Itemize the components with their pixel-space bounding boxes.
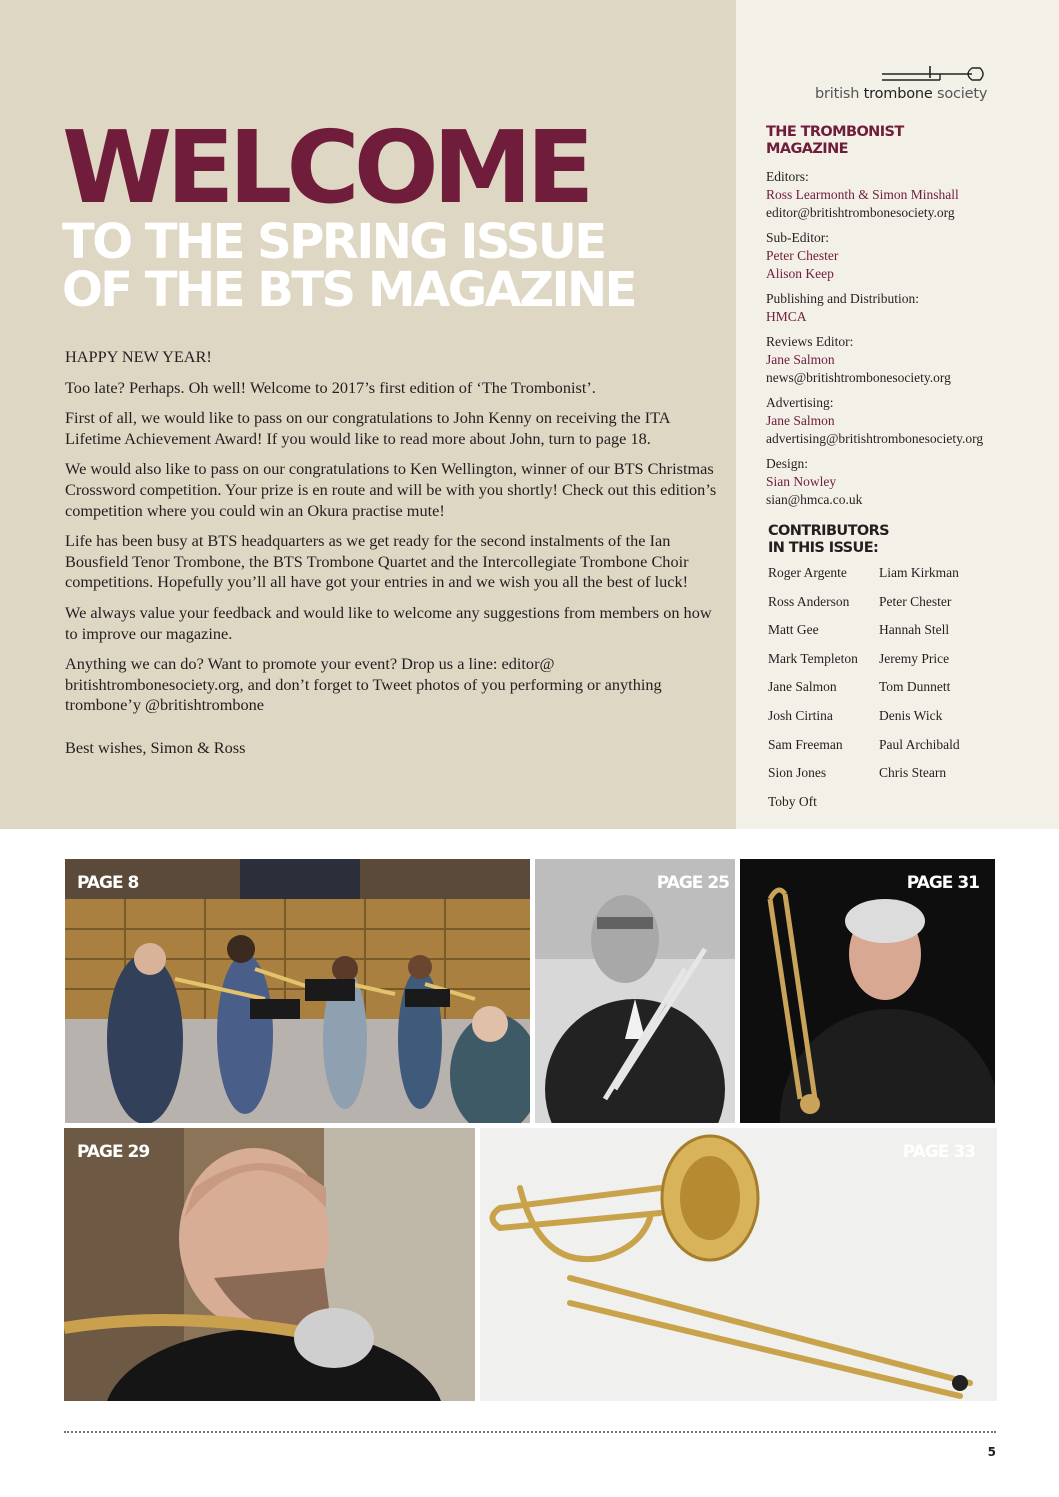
design-email[interactable]: sian@hmca.co.uk (766, 492, 863, 507)
masthead (766, 124, 1046, 516)
headline (62, 109, 732, 318)
page-label: PAGE 8 (77, 873, 139, 893)
bw-portrait-image (535, 859, 735, 1123)
contributors-list (768, 565, 1008, 822)
list-item: Sion Jones (768, 765, 827, 781)
headline-line2: TO THE SPRING ISSUE (62, 214, 605, 270)
list-item: Toby Oft (768, 793, 817, 809)
page-label: PAGE 31 (906, 873, 979, 893)
reviews-email[interactable]: news@britishtrombonesociety.org (766, 370, 951, 385)
page-number: 5 (987, 1445, 996, 1459)
trombone-logo-icon (880, 64, 1000, 88)
masthead-heading: THE TROMBONIST MAGAZINE (766, 124, 904, 157)
signoff: Best wishes, Simon & Ross (65, 737, 246, 757)
design-block: Design: Sian Nowley sian@hmca.co.uk (766, 455, 1046, 509)
advertising-block: Advertising: Jane Salmon advertising@britishtrombonesociety.org (766, 394, 1046, 448)
headline-line3: OF THE BTS MAGAZINE (62, 262, 635, 318)
photo-profile-player[interactable] (64, 1128, 475, 1401)
photo-portrait-dark[interactable] (740, 859, 995, 1123)
editors-block: Editors: Ross Learmonth & Simon Minshall editor@britishtrombonesociety.org (766, 168, 1046, 222)
headline-welcome: WELCOME (62, 109, 589, 226)
list-item: Josh Cirtina (768, 707, 833, 723)
editors-email[interactable]: editor@britishtrombonesociety.org (766, 205, 955, 220)
paragraph: First of all, we would like to pass on our congratulations to John Kenny on receiving the ITA Lifetime Achievement Award! If you would like to read more about John, turn to page 18. (65, 408, 670, 448)
reviews-block: Reviews Editor: Jane Salmon news@britishtrombonesociety.org (766, 333, 1046, 387)
footer-divider (64, 1431, 996, 1433)
page-label: PAGE 25 (656, 873, 729, 893)
page-label: PAGE 29 (77, 1142, 150, 1162)
contributors-heading: CONTRIBUTORS IN THIS ISSUE: (768, 523, 890, 556)
photo-portrait-bw[interactable] (535, 859, 735, 1123)
subeditor-block: Sub-Editor: Peter Chester Alison Keep (766, 230, 839, 281)
list-item: Peter Chester (879, 593, 952, 609)
list-item: Paul Archibald (879, 736, 960, 752)
paragraph: Too late? Perhaps. Oh well! Welcome to 2017’s first edition of ‘The Trombonist’. (65, 377, 596, 397)
welcome-letter (65, 347, 717, 769)
list-item: Ross Anderson (768, 593, 850, 609)
list-item: Liam Kirkman (879, 565, 959, 580)
publishing-block: Publishing and Distribution: HMCA (766, 291, 920, 324)
photo-ensemble[interactable] (65, 859, 530, 1123)
paragraph: Life has been busy at BTS headquarters as we get ready for the second instalments of the Ian Bousfield Tenor Trombone, the BTS Trombone Quartet and the Intercollegiate Trombone Choir competitions. Hopefully you’ll all have got your entries in and we wish you all the best of luck! (65, 531, 689, 592)
list-item: Chris Stearn (879, 765, 947, 781)
list-item: Denis Wick (879, 707, 943, 723)
logo-text: british trombone society (815, 86, 988, 102)
paragraph: We always value your feedback and would like to welcome any suggestions from members on how to improve our magazine. (65, 602, 712, 643)
ensemble-photo-image (65, 859, 530, 1123)
list-item: Matt Gee (768, 622, 819, 638)
list-item: Jeremy Price (879, 650, 950, 666)
bts-logo (815, 64, 1000, 106)
advertising-email[interactable]: advertising@britishtrombonesociety.org (766, 431, 984, 446)
paragraph: Anything we can do? Want to promote your event? Drop us a line: editor@ britishtrombonesociety.org, and don’t forget to Tweet photos of you performing or anything trombone’y @britishtrombone (65, 654, 662, 715)
profile-player-image (64, 1128, 475, 1401)
photo-trombone-product[interactable] (480, 1128, 997, 1401)
list-item: Roger Argente (768, 565, 847, 580)
paragraph: We would also like to pass on our congratulations to Ken Wellington, winner of our BTS Christmas Crossword competition. Your prize is en route and will be with you shortly! Check out this edition’s competition where you could win an Okura practise mute! (65, 459, 717, 520)
list-item: Tom Dunnett (879, 679, 951, 695)
page-label: PAGE 33 (902, 1142, 975, 1162)
trombone-product-image (480, 1128, 997, 1401)
list-item: Hannah Stell (879, 622, 950, 638)
dark-portrait-image (740, 859, 995, 1123)
paragraph: HAPPY NEW YEAR! (65, 347, 212, 366)
list-item: Mark Templeton (768, 650, 858, 666)
list-item: Jane Salmon (768, 679, 837, 695)
list-item: Sam Freeman (768, 736, 843, 752)
